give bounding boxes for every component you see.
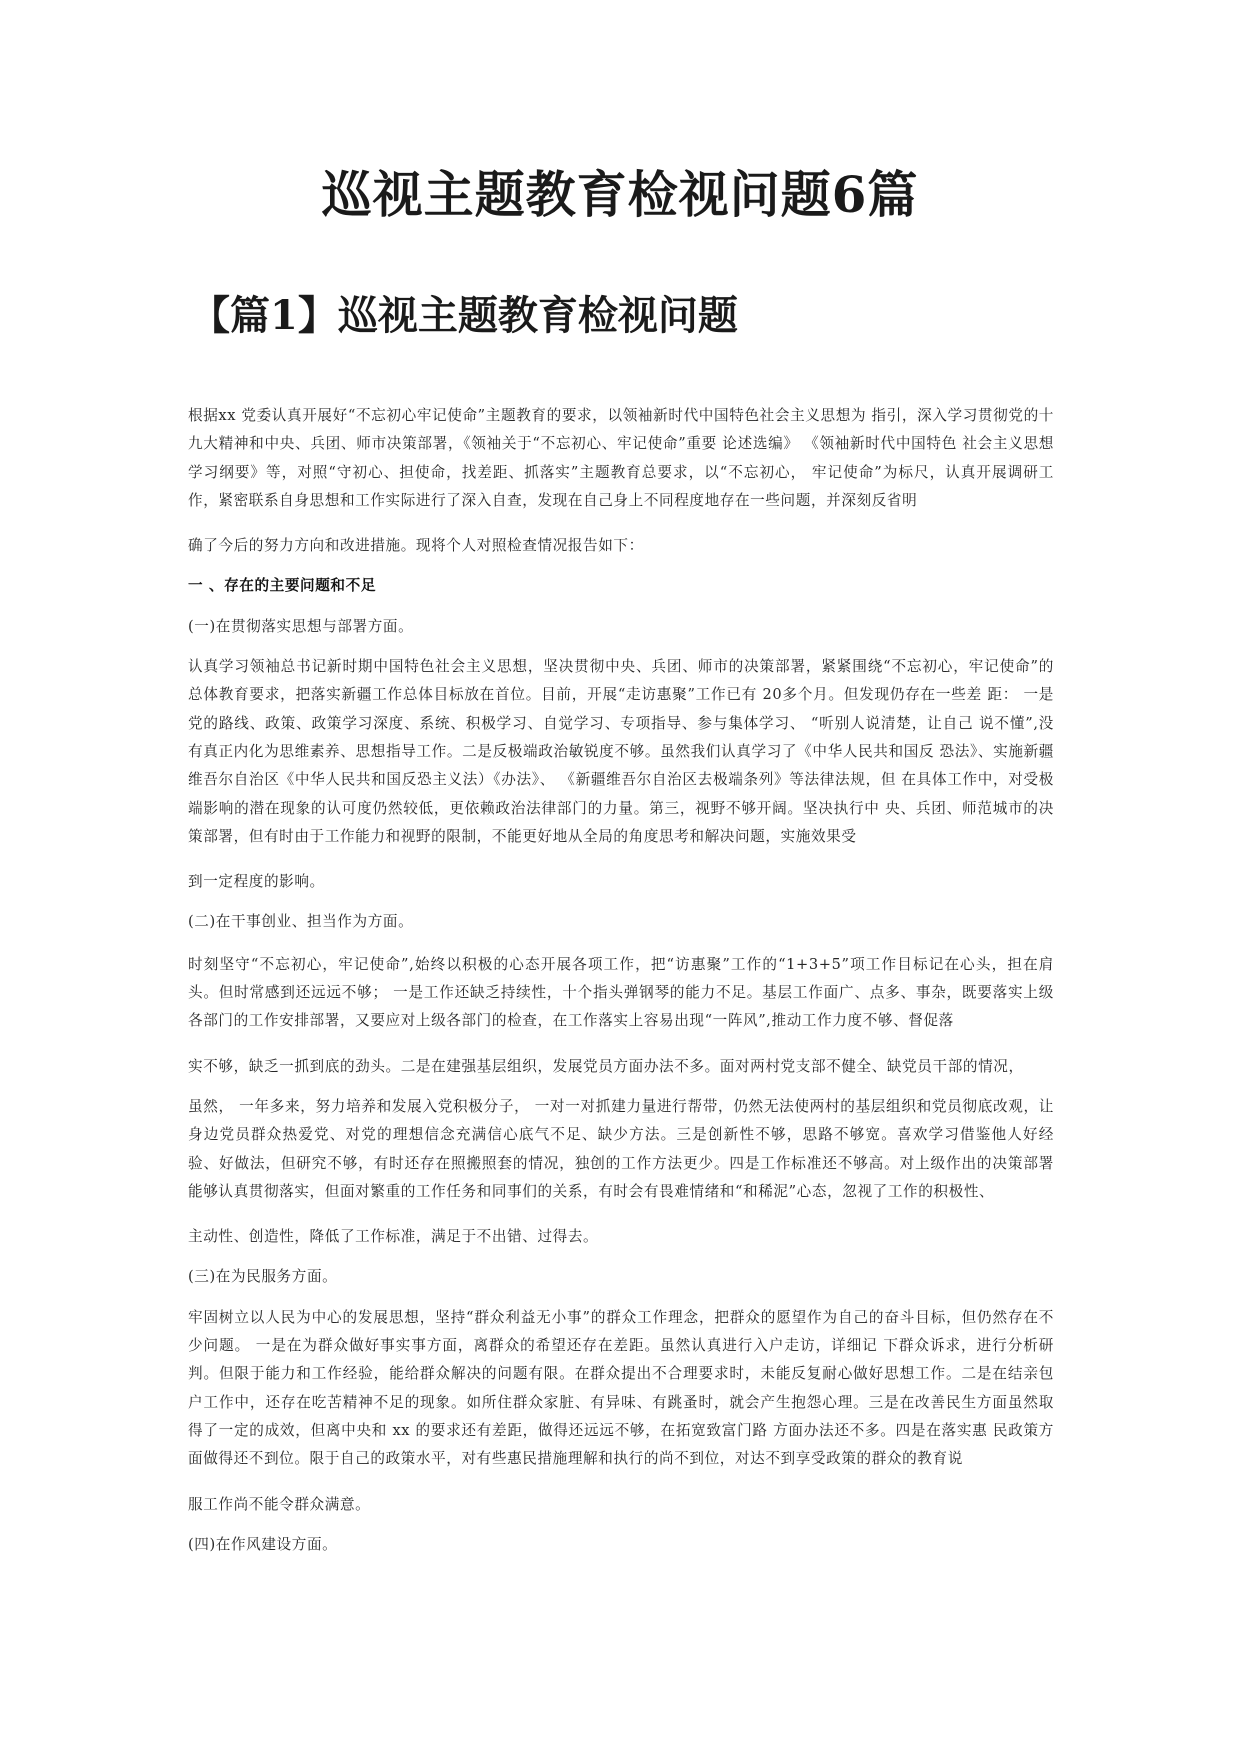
subheading-2: (二)在干事创业、担当作为方面。: [188, 913, 414, 931]
paragraph-3-continued: 服工作尚不能令群众满意。: [188, 1495, 371, 1513]
section-title: 【篇1】巡视主题教育检视问题: [190, 292, 738, 339]
paragraph-1: 认真学习领袖总书记新时期中国特色社会主义思想，坚决贯彻中央、兵团、师市的决策部署，紧紧围绕“不忘初心，牢记使命”的总体教育要求，把落实新疆工作总体目标放在首位。目前，开展“走访惠聚”工作已有 20多个月。但发现仍存在一些差 距： 一是党的路线、政策、政策学习深度、系统、积极学习、自觉学习、专项指导、参与集体学习、 “听别人说清楚，让自己 说不懂”,没有真正内化为思维素养、思想指导工作。二是反极端政治敏锐度不够。虽然我们认真学习了《中华人民共和国反 恐法》、实施新疆维吾尔自治区《中华人民共和国反恐主义法）《办法》、 《新疆维吾尔自治区去极端条列》等法律法规，但 在具体工作中，对受极端影响的潜在现象的认可度仍然较低，更依赖政治法律部门的力量。第三，视野不够开阔。坚决执行中 央、兵团、师范城市的决策部署，但有时由于工作能力和视野的限制，不能更好地从全局的角度思考和解决问题，实施效果受: [188, 658, 1054, 845]
paragraph-1-continued: 到一定程度的影响。: [188, 873, 325, 891]
paragraph-3: 牢固树立以人民为中心的发展思想，坚持“群众利益无小事”的群众工作理念，把群众的愿望作为自己的奋斗目标，但仍然存在不少问题。 一是在为群众做好事实事方面，离群众的希望还存在差距。虽然认真进行入户走访，详细记 下群众诉求，进行分析研判。但限于能力和工作经验，能给群众解决的问题有限。在群众提出不合理要求时，未能反复耐心做好思想工作。二是在结亲包户工作中，还存在吃苦精神不足的现象。如所住群众家脏、有异味、有跳蚤时，就会产生抱怨心理。三是在改善民生方面虽然取得了一定的成效，但离中央和 xx 的要求还有差距，做得还远远不够，在拓宽致富门路 方面办法还不多。四是在落实惠 民政策方面做得还不到位。限于自己的政策水平，对有些惠民措施理解和执行的尚不到位，对达不到享受政策的群众的教育说: [188, 1308, 1054, 1468]
paragraph-2-part-b: 实不够，缺乏一抓到底的劲头。二是在建强基层组织，发展党员方面办法不多。面对两村党支部不健全、缺党员干部的情况，: [188, 1057, 1024, 1075]
paragraph-2: 时刻坚守“不忘初心，牢记使命”,始终以积极的心态开展各项工作，把“访惠聚”工作的“1+3+5”项工作目标记在心头，担在肩头。但时常感到还远远不够； 一是工作还缺乏持续性，十个指头弹钢琴的能力不足。基层工作面广、点多、事杂，既要落实上级各部门的工作安排部署，又要应对上级各部门的检查，在工作落实上容易出现“一阵风”,推动工作力度不够、督促落: [188, 955, 1054, 1030]
document-title: 巡视主题教育检视问题6篇: [321, 165, 919, 224]
subheading-1: (一)在贯彻落实思想与部署方面。: [188, 617, 414, 635]
document-body: [188, 402, 1054, 1559]
intro-paragraph-continued: 确了今后的努力方向和改进措施。现将个人对照检查情况报告如下：: [188, 537, 644, 555]
paragraph-2-part-c: 虽然， 一年多来，努力培养和发展入党积极分子， 一对一对抓建力量进行帮带，仍然无法使两村的基层组织和党员彻底改观，让身边党员群众热爱党、对党的理想信念充满信心底气不足、缺少方法。三是创新性不够，思路不够宽。喜欢学习借鉴他人好经验、好做法，但研究不够，有时还存在照搬照套的情况，独创的工作方法更少。四是工作标准还不够高。对上级作出的决策部署能够认真贯彻落实，但面对繁重的工作任务和同事们的关系，有时会有畏难情绪和“和稀泥”心态，忽视了工作的积极性、: [188, 1097, 1054, 1200]
paragraph-2-continued: 主动性、创造性，降低了工作标准，满足于不出错、过得去。: [188, 1228, 599, 1246]
intro-paragraph: 根据xx 党委认真开展好“不忘初心牢记使命”主题教育的要求，以领袖新时代中国特色社会主义思想为 指引，深入学习贯彻党的十九大精神和中央、兵团、师市决策部署，《领袖关于“不忘初心、牢记使命”重要 论述选编》 《领袖新时代中国特色 社会主义思想学习纲要》等，对照“守初心、担使命，找差距、抓落实”主题教育总要求，以“不忘初心， 牢记使命”为标尺，认真开展调研工作，紧密联系自身思想和工作实际进行了深入自查，发现在自己身上不同程度地存在一些问题，并深刻反省明: [188, 407, 1054, 509]
main-heading: 一 、存在的主要问题和不足: [188, 577, 377, 595]
subheading-3: (三)在为民服务方面。: [188, 1268, 338, 1286]
subheading-4: (四)在作风建设方面。: [188, 1535, 338, 1553]
